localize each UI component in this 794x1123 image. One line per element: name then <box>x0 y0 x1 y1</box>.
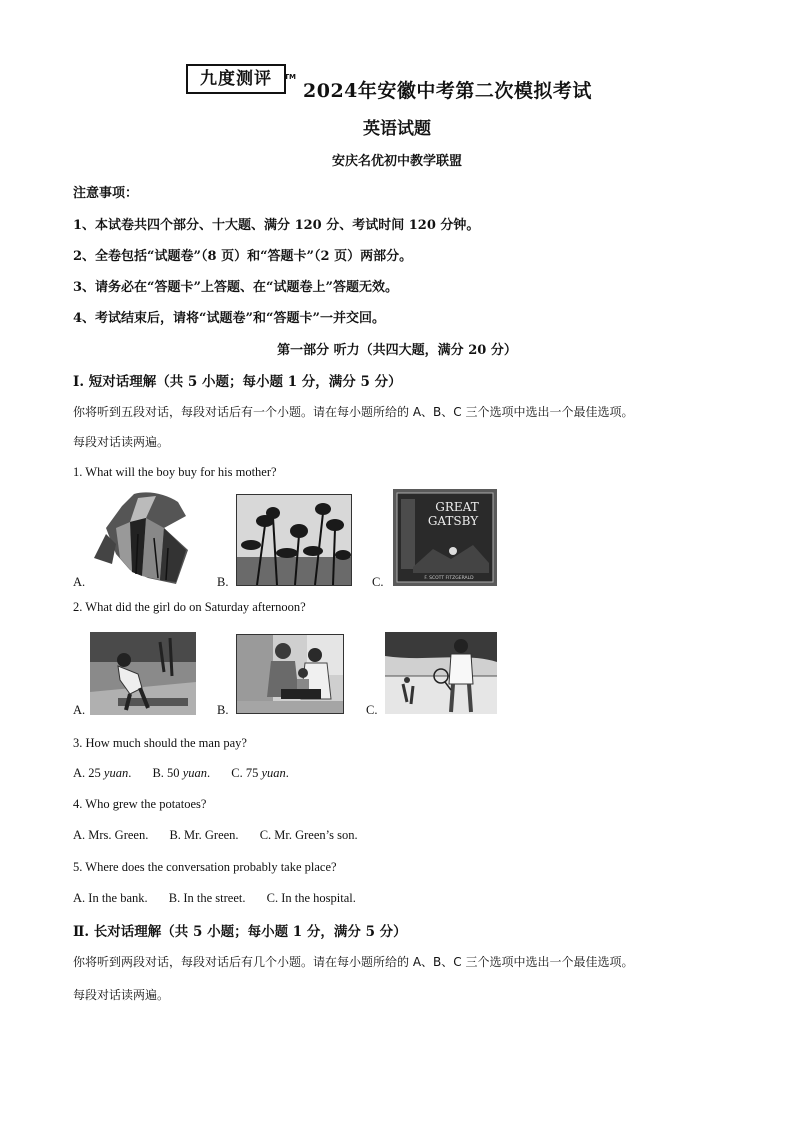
exam-title: 2024年安徽中考第二次模拟考试 <box>303 80 592 102</box>
book-title-line1: GREAT <box>435 500 479 514</box>
part1-heading: 第一部分 听力（共四大题，满分 20 分） <box>277 343 517 358</box>
note-item: 3、请务必在“答题卡”上答题、在“试题卷上”答题无效。 <box>73 280 398 295</box>
question-3: 3. How much should the man pay? <box>73 736 247 750</box>
logo-trademark: TM <box>284 73 296 81</box>
q5-option-a: A. In the bank. <box>73 891 148 905</box>
book-title-line2: GATSBY <box>427 514 479 528</box>
book-image <box>393 489 497 586</box>
section1-instruction: 你将听到五段对话，每段对话后有一个小题。请在每小题所给的 A、B、C 三个选项中选出一个最佳选项。 <box>73 405 634 419</box>
q4-options <box>73 828 376 843</box>
question-2: 2. What did the girl do on Saturday afternoon? <box>73 600 306 614</box>
q4-option-c: C. Mr. Green’s son. <box>259 828 358 842</box>
q3-option-a: A. 25 yuan. <box>73 766 132 780</box>
q5-option-c: C. In the hospital. <box>266 891 356 905</box>
section2-instruction-cont: 每段对话读两遍。 <box>73 988 170 1002</box>
q1-label-a: A. <box>73 575 86 589</box>
exam-organizer: 安庆名优初中教学联盟 <box>331 154 462 169</box>
publisher-logo <box>186 64 296 94</box>
q2-label-b: B. <box>217 703 229 717</box>
note-item: 4、考试结束后，请将“试题卷”和“答题卡”一并交回。 <box>73 311 385 326</box>
book-author: F. SCOTT FITZGERALD <box>424 576 474 581</box>
q1-label-b: B. <box>217 575 229 589</box>
q3-options <box>73 766 307 781</box>
q2-label-c: C. <box>366 703 378 717</box>
q2-label-a: A. <box>73 703 86 717</box>
q5-options <box>73 891 374 906</box>
q3-option-c: C. 75 yuan. <box>231 766 289 780</box>
notes-heading: 注意事项： <box>73 186 139 201</box>
note-item: 1、本试卷共四个部分、十大题、满分 120 分、考试时间 120 分钟。 <box>73 218 480 233</box>
section2-heading: Ⅱ. 长对话理解（共 5 小题；每小题 1 分，满分 5 分） <box>73 924 407 940</box>
question-1: 1. What will the boy buy for his mother? <box>73 465 277 479</box>
scarf-image <box>86 488 190 586</box>
exam-subtitle: 英语试题 <box>363 119 431 139</box>
planting-image <box>90 632 196 715</box>
q3-option-b: B. 50 yuan. <box>152 766 211 780</box>
q5-option-b: B. In the street. <box>168 891 246 905</box>
question-5: 5. Where does the conversation probably take place? <box>73 860 337 874</box>
question-4: 4. Who grew the potatoes? <box>73 797 207 811</box>
q4-option-a: A. Mrs. Green. <box>73 828 149 842</box>
family-reading-image <box>236 634 344 714</box>
section2-instruction: 你将听到两段对话，每段对话后有几个小题。请在每小题所给的 A、B、C 三个选项中选出一个最佳选项。 <box>73 955 634 969</box>
flowers-image <box>236 494 352 586</box>
logo-text: 九度测评 <box>200 69 272 89</box>
q4-option-b: B. Mr. Green. <box>169 828 239 842</box>
section1-heading: Ⅰ. 短对话理解（共 5 小题；每小题 1 分，满分 5 分） <box>73 374 402 390</box>
q1-label-c: C. <box>372 575 384 589</box>
note-item: 2、全卷包括“试题卷”（8 页）和“答题卡”（2 页）两部分。 <box>73 249 413 264</box>
badminton-image <box>385 632 497 714</box>
section1-instruction-cont: 每段对话读两遍。 <box>73 435 170 449</box>
